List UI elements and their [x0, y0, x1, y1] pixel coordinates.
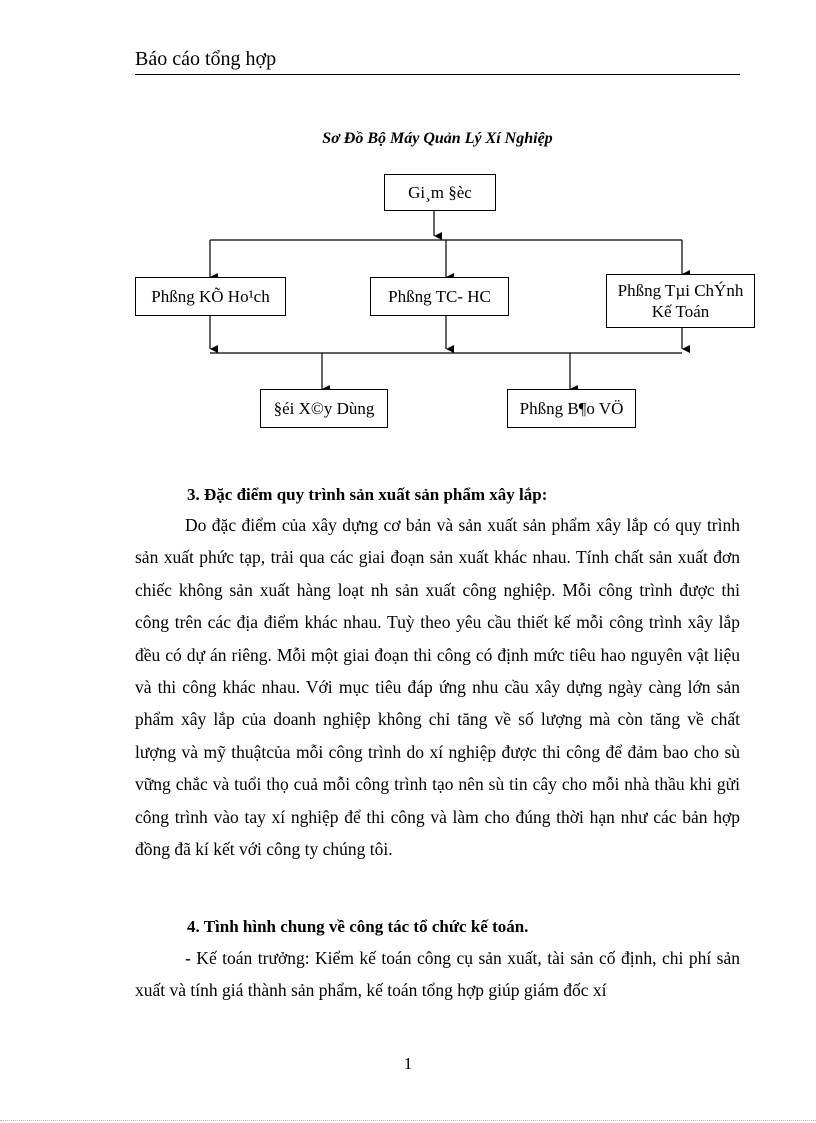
- node-finance-dept: Phßng Tµi ChÝnh Kế Toán: [606, 274, 755, 328]
- section-heading-4: 4. Tình hình chung về công tác tổ chức kế toán.: [187, 917, 529, 936]
- node-director: Gi¸m §èc: [384, 174, 496, 211]
- node-construction-team: §éi X©y Dùng: [260, 389, 388, 428]
- node-security-dept: Phßng B¶o VÖ: [507, 389, 636, 428]
- page-bottom-border: [0, 1120, 816, 1121]
- header-title: Báo cáo tổng hợp: [135, 48, 277, 70]
- section-heading-3: 3. Đặc điểm quy trình sản xuất sản phẩm xây lắp:: [187, 485, 548, 504]
- node-tc-hc-dept: Phßng TC- HC: [370, 277, 509, 316]
- section-paragraph-3: Do đặc điểm của xây dựng cơ bản và sản xuất sản phẩm xây lắp có quy trình sản xuất phức tạp, trải qua các giai đoạn sản xuất khác nhau. Tính chất sản xuất đơn chiếc không sản xuất hàng loạt nh sản xuất công nghiệp. Mỗi công trình được thi công trên các địa điểm khác nhau. Tuỳ theo yêu cầu thiết kế mỗi công trình xây lắp đều có dự án riêng. Mỗi một giai đoạn thi công có định mức tiêu hao nguyên vật liệu và thi công khác nhau. Với mục tiêu đáp ứng nhu cầu xây dựng ngày càng lớn sản phẩm xây lắp của doanh nghiệp không chỉ tăng về số lượng mà còn tăng về chất lượng và mỹ thuậtcủa mỗi công trình do xí nghiệp được thi công để đảm bao cho sù vững chắc và tuổi thọ cuả mỗi công trình tạo nên sù tin cây cho mỗi nhà thầu khi gửi công trình vào tay xí nghiệp để thi công và làm cho đúng thời hạn như các bản hợp đồng đã kí kết với công ty chúng tôi.: [135, 515, 740, 860]
- section-paragraph-4: - Kế toán trưởng: Kiểm kế toán công cụ sản xuất, tài sản cố định, chi phí sản xuất và tính giá thành sản phẩm, kế toán tổng hợp giúp giám đốc xí: [135, 948, 740, 1001]
- org-chart-connectors: [0, 0, 816, 460]
- node-planning-dept: Phßng KÕ Ho¹ch: [135, 277, 286, 316]
- diagram-title: Sơ Đồ Bộ Máy Quản Lý Xí Nghiệp: [322, 130, 553, 147]
- page-number: 1: [403, 1054, 413, 1073]
